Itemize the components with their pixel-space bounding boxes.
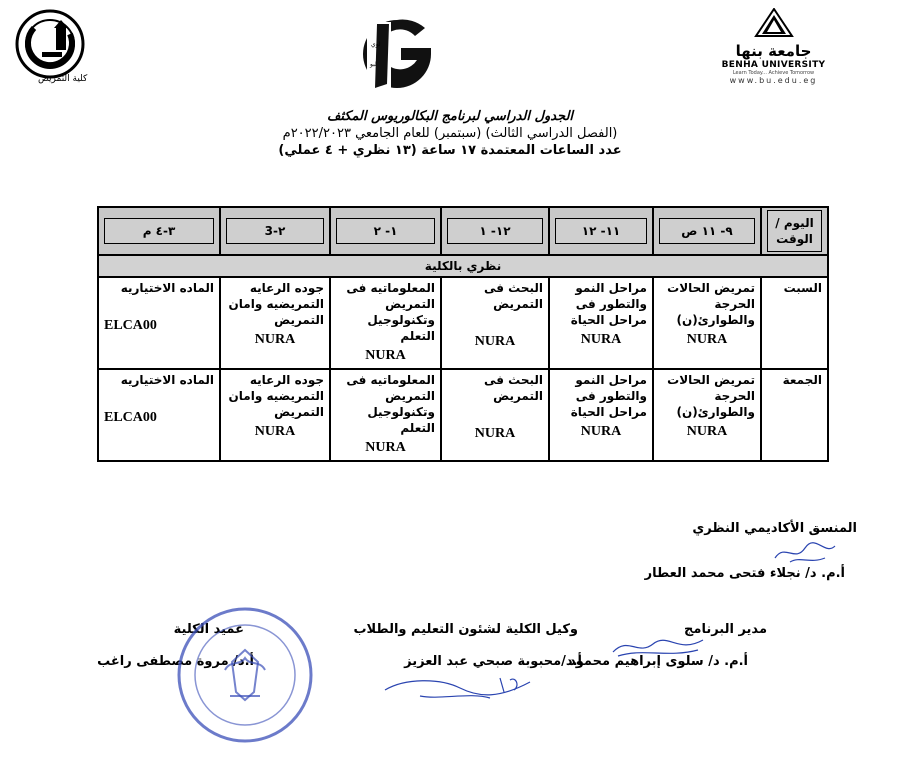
course-cell: مراحل النمو والتطور فى مراحل الحياة NURA (549, 277, 653, 369)
nursing-faculty-caption: كلية التمريض (38, 74, 88, 84)
section-label: نظري بالكلية (98, 255, 828, 277)
day-cell: الجمعة (761, 369, 828, 461)
table-header-row (98, 207, 828, 255)
course-cell: تمريض الحالات الحرجة والطوارئ(ن) NURA (653, 369, 761, 461)
header-slot-2: ١١- ١٢ (549, 207, 653, 255)
svg-text:لبو: لبو (370, 61, 377, 68)
course-cell: الماده الاختياريه ELCA00 (98, 369, 220, 461)
course-code: NURA (254, 332, 296, 347)
pyramid-emblem-icon (754, 8, 794, 38)
header-slot-3: ١٢- ١ (441, 207, 549, 255)
course-code: NURA (686, 332, 728, 347)
coordinator-name: أ.م. د/ نجلاء فتحى محمد العطار (644, 566, 845, 581)
course-cell: البحث فى التمريض NURA (441, 277, 549, 369)
header-slot-1: ٩- ١١ ص (653, 207, 761, 255)
course-cell: جوده الرعايه التمريضيه وامان التمريض NURA (220, 369, 330, 461)
day-cell: السبت (761, 277, 828, 369)
program-director-title: مدير البرنامج (684, 622, 767, 637)
university-name-en: BENHA UNIVERSITY (721, 60, 826, 70)
course-code: NURA (365, 348, 406, 363)
header-slot-5: ٢-3 (220, 207, 330, 255)
course-cell: مراحل النمو والتطور فى مراحل الحياة NURA (549, 369, 653, 461)
table-row (98, 369, 828, 461)
course-code: NURA (365, 440, 406, 455)
dean-title: عميد الكلية (173, 622, 244, 637)
svg-text:لوي: لوي (371, 41, 381, 48)
section-row (98, 255, 828, 277)
course-code: NURA (474, 426, 516, 441)
header-slot-4: ١- ٢ (330, 207, 441, 255)
header-day-time: اليوم / الوقت (761, 207, 828, 255)
schedule-titles (250, 108, 650, 159)
schedule-title: الجدول الدراسي لبرنامج البكالوريوس المكثف (326, 109, 574, 124)
course-cell: تمريض الحالات الحرجة والطوارئ(ن) NURA (653, 277, 761, 369)
vice-dean-title: وكيل الكلية لشئون التعليم والطلاب (353, 622, 578, 637)
vice-dean-name: أ.د/محبوبة صبحي عبد العزيز (404, 654, 582, 669)
credit-hours-line: عدد الساعات المعتمدة ١٧ ساعة (١٣ نظري + ٤ عملي) (278, 143, 622, 158)
course-cell: المعلوماتيه فى التمريض وتكنولوجيل التعلم NURA (330, 369, 441, 461)
course-code: NURA (580, 424, 622, 439)
benha-university-logo (716, 8, 831, 96)
coordinator-title: المنسق الأكاديمي النظري (692, 521, 857, 536)
university-name-ar: جامعة بنها (735, 42, 812, 60)
program-director-name: أ.م. د/ سلوى إبراهيم محمود (569, 654, 748, 669)
course-cell: الماده الاختياريه ELCA00 (98, 277, 220, 369)
university-url: www.bu.edu.eg (729, 76, 818, 85)
semester-line: (الفصل الدراسي الثالث) (سبتمبر) للعام الجامعي ٢٠٢٢/٢٠٢٣م (282, 126, 618, 141)
university-tagline: Learn Today... Achieve Tomorrow (732, 70, 815, 76)
schedule-table (97, 206, 829, 462)
course-cell: البحث فى التمريض NURA (441, 369, 549, 461)
course-code: NURA (580, 332, 622, 347)
coordinator-signature (770, 538, 840, 566)
course-cell: جوده الرعايه التمريضيه وامان التمريض NURA (220, 277, 330, 369)
table-row (98, 277, 828, 369)
program-logo (357, 14, 437, 94)
header-slot-6: ٣-٤ م (98, 207, 220, 255)
dean-name: أ.د/ مروة مصطفى راغب (97, 654, 254, 669)
course-code: NURA (254, 424, 296, 439)
course-code: ELCA00 (104, 410, 157, 425)
official-seal-stamp (170, 600, 320, 750)
vice-dean-signature (380, 672, 540, 704)
course-code: NURA (686, 424, 728, 439)
course-code: NURA (474, 334, 516, 349)
course-code: ELCA00 (104, 318, 157, 333)
course-cell: المعلوماتيه فى التمريض وتكنولوجيل التعلم NURA (330, 277, 441, 369)
